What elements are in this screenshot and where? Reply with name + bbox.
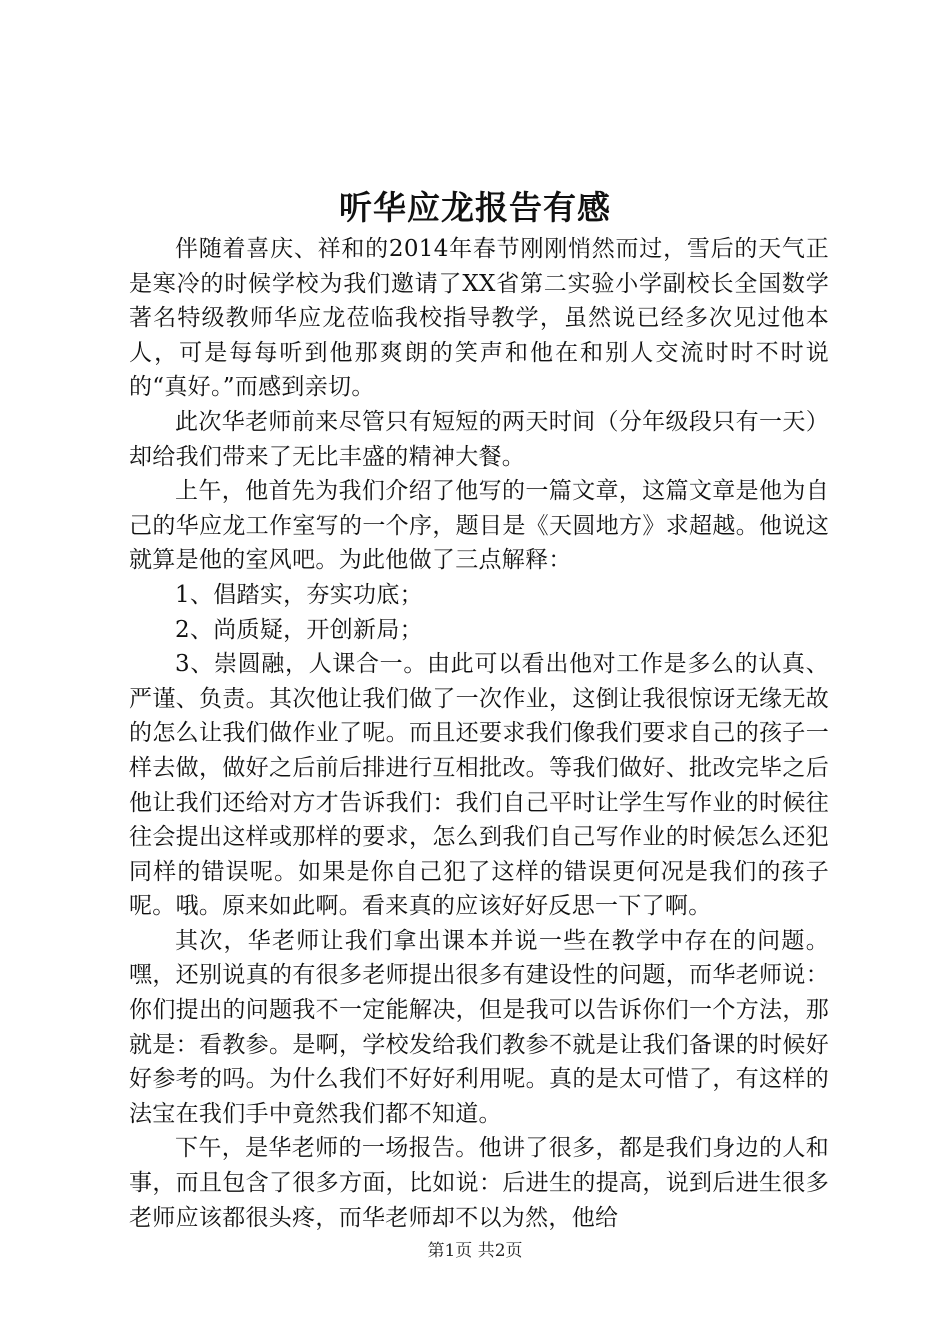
paragraph: 其次，华老师让我们拿出课本并说一些在教学中存在的问题。嘿，还别说真的有很多老师提出很多有建设性的问题，而华老师说：你们提出的问题我不一定能解决，但是我可以告诉你们一个方法，那就是：看教参。是啊，学校发给我们教参不就是让我们备课的时候好好参考的吗。为什么我们不好好利用呢。真的是太可惜了，有这样的法宝在我们手中竟然我们都不知道。	[129, 927, 829, 1127]
paragraph: 此次华老师前来尽管只有短短的两天时间（分年级段只有一天）却给我们带来了无比丰盛的精神大餐。	[129, 408, 829, 470]
paragraph: 3、崇圆融，人课合一。由此可以看出他对工作是多么的认真、严谨、负责。其次他让我们做了一次作业，这倒让我很惊讶无缘无故的怎么让我们做作业了呢。而且还要求我们像我们要求自己的孩子一样去做，做好之后前后排进行互相批改。等我们做好、批改完毕之后他让我们还给对方才告诉我们：我们自己平时让学生写作业的时候往往会提出这样或那样的要求，怎么到我们自己写作业的时候怎么还犯同样的错误呢。如果是你自己犯了这样的错误更何况是我们的孩子呢。哦。原来如此啊。看来真的应该好好反思一下了啊。	[129, 651, 829, 920]
paragraph: 下午，是华老师的一场报告。他讲了很多，都是我们身边的人和事，而且包含了很多方面，比如说：后进生的提高，说到后进生很多老师应该都很头疼，而华老师却不以为然，他给	[129, 1135, 829, 1231]
list-item: 1、倡踏实，夯实功底；	[175, 581, 423, 608]
paragraph: 伴随着喜庆、祥和的2014年春节刚刚悄然而过，雪后的天气正是寒冷的时候学校为我们邀请了XX省第二实验小学副校长全国数学著名特级教师华应龙莅临我校指导教学，虽然说已经多次见过他本人，可是每每听到他那爽朗的笑声和他在和别人交流时时不时说的“真好。”而感到亲切。	[129, 236, 829, 401]
paragraph: 上午，他首先为我们介绍了他写的一篇文章，这篇文章是他为自己的华应龙工作室写的一个序，题目是《天圆地方》求超越。他说这就算是他的室风吧。为此他做了三点解释：	[129, 478, 829, 574]
document-body	[129, 232, 829, 1235]
document-title: 听华应龙报告有感	[339, 188, 611, 227]
list-item: 2、尚质疑，开创新局；	[175, 616, 423, 643]
page-number-footer: 第1页 共2页	[427, 1241, 523, 1261]
